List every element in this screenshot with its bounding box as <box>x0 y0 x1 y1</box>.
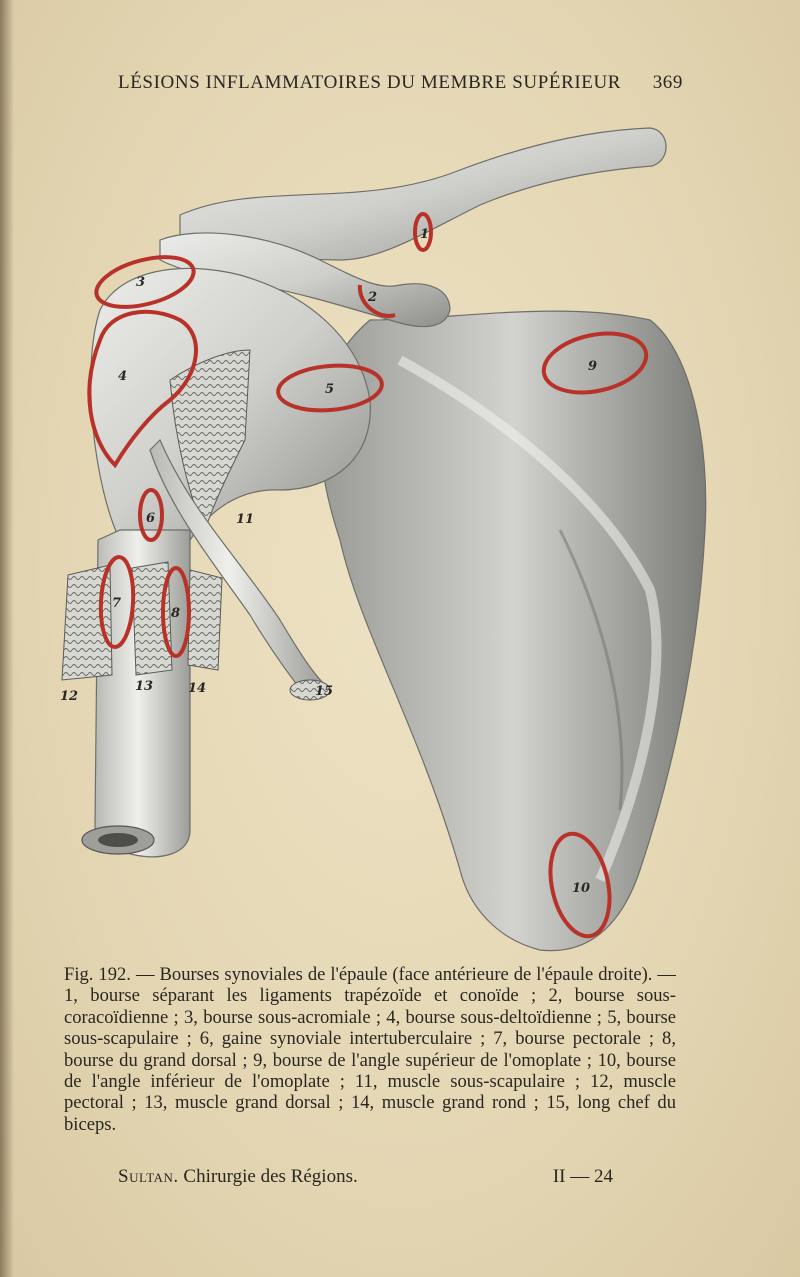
footer-citation <box>118 1166 358 1188</box>
caption-fig-ref: Fig. 192. <box>64 964 131 985</box>
label-2: 2 <box>368 290 378 305</box>
label-14: 14 <box>188 681 207 696</box>
label-9: 9 <box>588 359 598 374</box>
label-3: 3 <box>136 275 146 290</box>
shoulder-illustration <box>40 110 740 960</box>
footer-signature <box>553 1166 613 1188</box>
label-6: 6 <box>146 511 156 526</box>
footer-volume: II <box>552 1166 566 1187</box>
figure-caption <box>64 964 676 1135</box>
caption-text: — Bourses synoviales de l'épaule (face antérieure de l'épaule droite). — 1, bourse séparant les ligaments trapézoïde et conoïde ; 2, bourse sous-coracoïdienne ; 3, bourse sous-acromiale ; 4, bourse sous-deltoïdienne ; 5, bourse sous-scapulaire ; 6, gaine synoviale intertuberculaire ; 7, bourse pectorale ; 8, bourse du grand dorsal ; 9, bourse de l'angle supérieur de l'omoplate ; 10, bourse de l'angle inférieur de l'omoplate ; 11, muscle sous-scapulaire ; 12, muscle pectoral ; 13, muscle grand dorsal ; 14, muscle grand rond ; 15, long chef du biceps. <box>64 964 677 1135</box>
footer-dash: — <box>570 1166 590 1187</box>
label-8: 8 <box>171 606 181 621</box>
scapula <box>320 311 705 951</box>
teres-major-stump <box>188 570 222 670</box>
label-13: 13 <box>135 679 154 694</box>
footer-book-title: Chirurgie des Régions. <box>183 1166 358 1187</box>
label-10: 10 <box>572 881 591 896</box>
label-11: 11 <box>236 512 255 527</box>
label-7: 7 <box>112 596 122 611</box>
label-15: 15 <box>315 684 334 699</box>
page-gutter-shadow <box>0 0 14 1277</box>
label-5: 5 <box>325 382 335 397</box>
footer-sheet: 24 <box>594 1166 613 1187</box>
label-4: 4 <box>118 369 128 384</box>
running-head-title: LÉSIONS INFLAMMATOIRES DU MEMBRE SUPÉRIEUR <box>118 72 622 93</box>
anatomical-figure <box>40 110 740 960</box>
footer-author: Sultan. <box>118 1166 179 1187</box>
page-number: 369 <box>652 72 683 93</box>
label-1: 1 <box>420 227 430 242</box>
label-12: 12 <box>60 689 79 704</box>
